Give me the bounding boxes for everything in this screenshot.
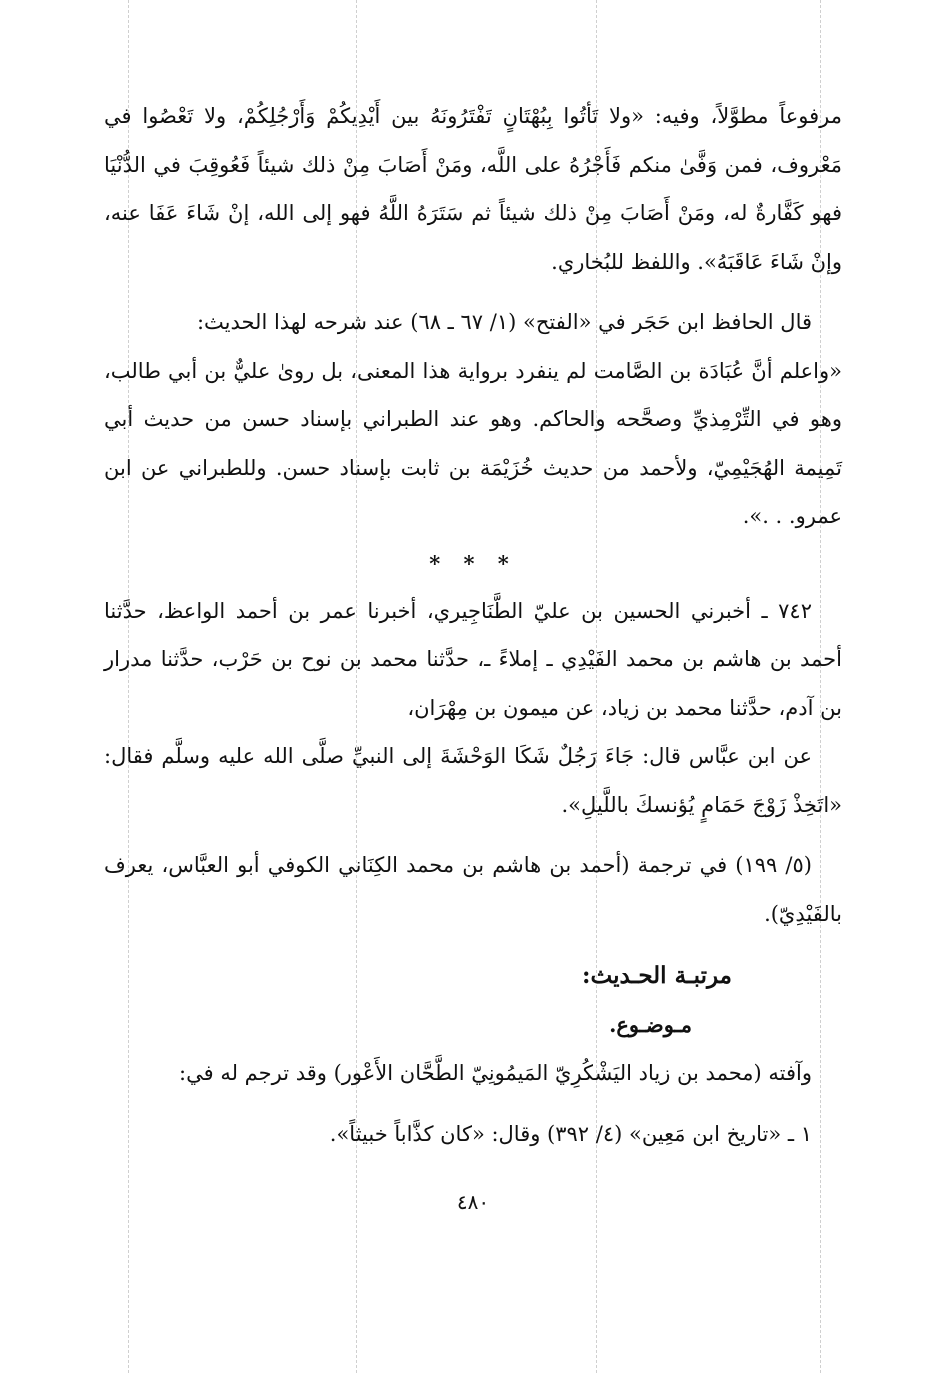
paragraph-reference: (٥/ ١٩٩) في ترجمة (أحمد بن هاشم بن محمد الكِنَاني الكوفي أبو العبَّاس، يعرف بالفَيْدِيّ). (104, 853, 842, 926)
paragraph-ibn-hajar-intro: قال الحافظ ابن حَجَر في «الفتح» (١/ ٦٧ ـ ٦٨) عند شرحه لهذا الحديث: (196, 310, 812, 334)
hadith-grade-heading: مرتبـة الحـديث: (582, 962, 732, 989)
source-list-item-1: ١ ـ «تاريخ ابن مَعِين» (٤/ ٣٩٢) وقال: «كان كذَّاباً خبيثاً». (329, 1121, 812, 1146)
book-page (104, 92, 842, 1227)
paragraph-defect: وآفته (محمد بن زياد اليَشْكُرِيّ المَيمُونِيّ الطَّحَّان الأَعْور) وقد ترجم له في: (179, 1061, 812, 1085)
section-separator: * * * (429, 550, 517, 576)
hadith-grade-verdict: مـوضـوع. (609, 1011, 692, 1037)
page-number: ٤٨٠ (456, 1190, 490, 1214)
paragraph-hadith-text: مرفوعاً مطوَّلاً، وفيه: «ولا تَأتُوا بِبُهْتَانٍ تَفْتَرُونَهُ بين أَيْدِيكُمْ وَأَرْجُلِكُمْ، ولا تَعْصُوا في مَعْروف، فمن وَفَّىٰ منكم فَأَجْرُهُ على اللَّه، ومَنْ أَصَابَ مِنْ ذلك شيئاً فَعُوقِبَ في الدُّنْيَا فهو كَفَّارةٌ له، ومَنْ أَصَابَ مِنْ ذلك شيئاً ثم سَتَرَهُ اللَّهُ فهو إلى الله، إنْ شَاءَ عَفَا عنه، وإنْ شَاءَ عَاقَبَهُ». واللفظ للبُخاري. (104, 104, 842, 274)
paragraph-isnad: ٧٤٢ ـ أخبرني الحسين بن عليّ الطَّنَاجِيري، أخبرنا عمر بن أحمد الواعظ، حدَّثنا أحمد بن هاشم بن محمد الفَيْدِي ـ إملاءً ـ، حدَّثنا محمد بن نوح بن حَرْب، حدَّثنا مدرار بن آدم، حدَّثنا محمد بن زياد، عن ميمون بن مِهْرَان، (104, 598, 842, 720)
paragraph-matn: عن ابن عبَّاس قال: جَاءَ رَجُلٌ شَكَا الوَحْشَةَ إلى النبيِّ صلَّى الله عليه وسلَّم فقال: «اتَخِذْ زَوْجَ حَمَامٍ يُؤنسكَ باللَّيلِ». (104, 744, 842, 817)
paragraph-ibn-hajar-quote: «واعلم أنَّ عُبَادَة بن الصَّامت لم ينفرد برواية هذا المعنى، بل روىٰ عليٌّ بن أبي طالب، وهو في التِّرْمِذيِّ وصحَّحه والحاكم. وهو عند الطبراني بإسناد حسن من حديث أبي تَمِيمة الهُجَيْمِيّ، ولأحمد من حديث خُزَيْمَة بن ثابت بإسناد حسن. وللطبراني عن ابن عمرو. . .». (104, 358, 842, 528)
